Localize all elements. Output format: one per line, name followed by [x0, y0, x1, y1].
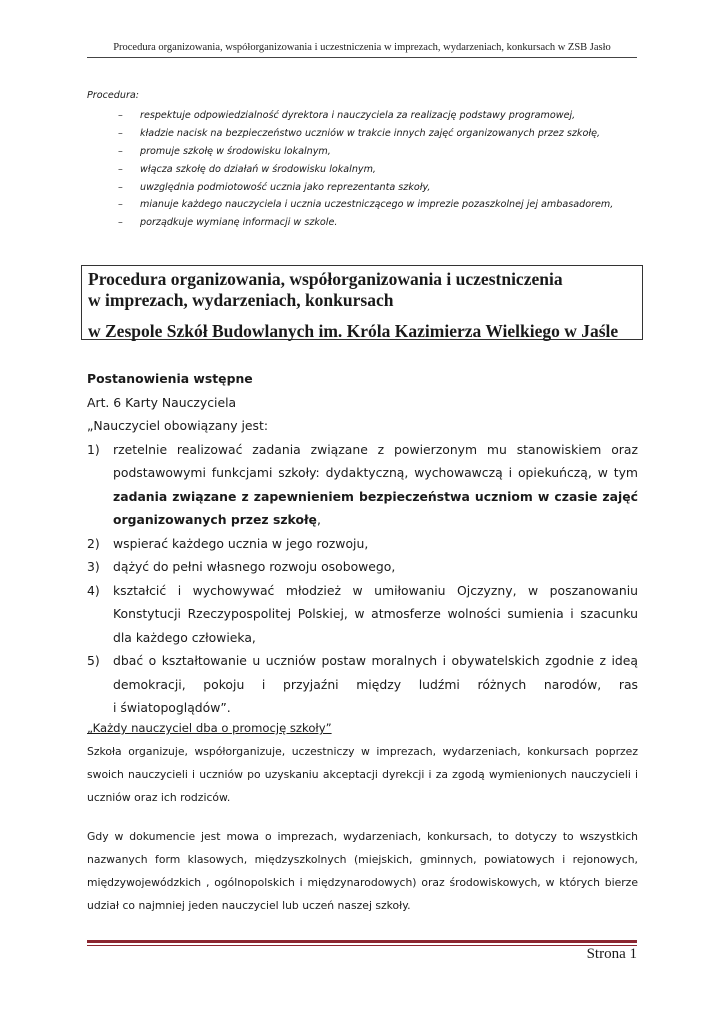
intro-item	[87, 161, 647, 179]
duty-number: 3)	[87, 559, 100, 574]
dash-bullet: –	[118, 181, 123, 193]
duty-text: i światopoglądów”.	[113, 700, 231, 715]
preliminary-provisions	[87, 367, 638, 720]
intro-item-text: uwzględnia podmiotowość ucznia jako reprezentanta szkoły,	[140, 181, 431, 193]
dash-bullet: –	[118, 127, 123, 139]
dash-bullet: –	[118, 109, 123, 121]
promotion-paragraph-2: Gdy w dokumencie jest mowa o imprezach, wydarzeniach, konkursach, to dotyczy to wszystkich nazwanych form klasowych, międzyszkolnych (miejskich, gminnych, powiatowych i rejonowych, międzywojewódzkich , ogólnopolskich i międzynarodowych) oraz środowiskowych, w których bierze udział co najmniej jeden nauczyciel lub uczeń naszej szkoły.	[87, 830, 638, 912]
duty-tail: ,	[316, 512, 321, 527]
header-divider	[87, 57, 637, 58]
duty-item	[87, 579, 638, 650]
intro-item	[87, 125, 647, 143]
intro-item-text: respektuje odpowiedzialność dyrektora i nauczyciela za realizację podstawy programowej,	[140, 109, 576, 121]
promotion-heading: „Każdy nauczyciel dba o promocję szkoły”	[87, 721, 332, 735]
intro-item-text: promuje szkołę w środowisku lokalnym,	[140, 145, 331, 157]
duty-number: 1)	[87, 441, 100, 457]
duty-number: 2)	[87, 535, 100, 551]
duties-list	[87, 438, 638, 720]
intro-item	[87, 196, 647, 214]
article-reference: Art. 6 Karty Nauczyciela	[87, 394, 237, 410]
duty-text: rzetelnie realizować zadania związane z powierzonym mu stanowiskiem oraz	[113, 441, 638, 457]
intro-item	[87, 143, 647, 161]
intro-item	[87, 179, 647, 197]
duty-text: wspierać każdego ucznia w jego rozwoju,	[113, 535, 369, 551]
procedure-intro	[87, 87, 647, 232]
duty-text: podstawowymi funkcjami szkoły: dydaktyczną, wychowawczą i opiekuńczą, w tym	[113, 465, 638, 480]
dash-bullet: –	[118, 145, 123, 157]
intro-lead: Procedura:	[87, 90, 140, 101]
promotion-section	[87, 717, 638, 917]
intro-item-text: mianuje każdego nauczyciela i ucznia uczestniczącego w imprezie pozaszkolnej jej ambasadorem,	[140, 199, 614, 211]
quote-intro: „Nauczyciel obowiązany jest:	[87, 418, 269, 433]
intro-item-text: kładzie nacisk na bezpieczeństwo uczniów w trakcie innych zajęć organizowanych przez szkołę,	[140, 127, 601, 139]
intro-item-text: włącza szkołę do działań w środowisku lokalnym,	[140, 163, 376, 175]
running-header: Procedura organizowania, współorganizowania i uczestniczenia w imprezach, wydarzeniach, konkursach w ZSB Jasło	[113, 42, 611, 53]
duty-item	[87, 649, 638, 720]
duty-bold-text: zadania związane z zapewnieniem bezpieczeństwa uczniom w czasie zajęć organizowanych przez szkołę	[113, 488, 638, 527]
dash-bullet: –	[118, 163, 123, 175]
duty-number: 4)	[87, 582, 100, 598]
dash-bullet: –	[118, 199, 123, 211]
intro-item-text: porządkuje wymianę informacji w szkole.	[140, 217, 338, 229]
promotion-paragraph-1: Szkoła organizuje, współorganizuje, uczestniczy w imprezach, wydarzeniach, konkursach poprzez swoich nauczycieli i uczniów po uzyskaniu akceptacji dyrekcji i za zgodą wymienionych nauczycieli i uczniów oraz ich rodziców.	[87, 745, 638, 804]
document-title-box	[81, 265, 643, 340]
intro-list	[87, 107, 647, 232]
duty-text: demokracji, pokoju i przyjaźni między ludźmi różnych narodów, ras	[113, 676, 638, 692]
duty-item	[87, 555, 638, 579]
duty-item	[87, 438, 638, 532]
title-line-1: Procedura organizowania, współorganizowania i uczestniczenia	[88, 269, 563, 289]
section-heading: Postanowienia wstępne	[87, 371, 253, 386]
intro-item	[87, 214, 647, 232]
duty-text: kształcić i wychowywać młodzież w umiłowaniu Ojczyzny, w poszanowaniu Konstytucji Rzeczypospolitej Polskiej, w atmosferze wolności sumienia i szacunku dla każdego człowieka,	[113, 582, 638, 645]
footer-divider-thick	[87, 940, 637, 943]
dash-bullet: –	[118, 217, 123, 229]
duty-item	[87, 532, 638, 556]
duty-number: 5)	[87, 653, 100, 668]
title-line-3: w Zespole Szkół Budowlanych im. Króla Kazimierza Wielkiego w Jaśle	[88, 321, 619, 341]
page-number: Strona 1	[586, 946, 637, 962]
intro-item	[87, 107, 647, 125]
duty-text: dbać o kształtowanie u uczniów postaw moralnych i obywatelskich zgodnie z ideą	[113, 653, 638, 668]
title-line-2: w imprezach, wydarzeniach, konkursach	[88, 290, 394, 310]
duty-text: dążyć do pełni własnego rozwoju osobowego,	[113, 559, 396, 574]
